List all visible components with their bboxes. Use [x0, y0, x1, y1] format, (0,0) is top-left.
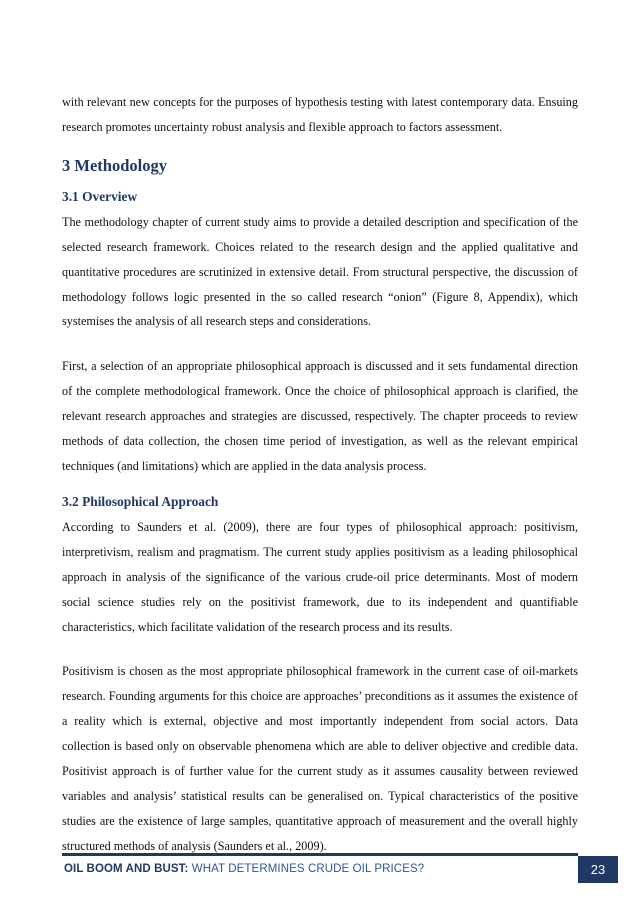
subsection-heading-philosophical-approach: 3.2 Philosophical Approach [62, 493, 219, 509]
overview-paragraph-2: First, a selection of an appropriate philosophical approach is discussed and it sets fundamental direction of the complete methodological framework. Once the choice of philosophical approach is clarified, the relevant research approaches and strategies are discussed, respectively. The chapter proceeds to review methods of data collection, the chosen time period of investigation, as well as the relevant empirical techniques (and limitations) which are applied in the data analysis process. [62, 359, 578, 473]
philosophical-paragraph-2: Positivism is chosen as the most appropriate philosophical framework in the current case of oil-markets research. Founding arguments for this choice are approaches’ preconditions as it assumes the existence of a reality which is external, objective and most importantly independent from social actors. Data collection is based only on observable phenomena which are able to deliver objective and credible data. Positivist approach is of further value for the current study as it assumes causality between reviewed variables and analysis’ statistical results can be generalised on. Typical characteristics of the positive studies are the existence of large samples, quantitative approach of measurement and the overall highly structured methods of analysis (Saunders et al., 2009). [62, 664, 578, 853]
overview-paragraph-1: The methodology chapter of current study aims to provide a detailed description and specification of the selected research framework. Choices related to the research design and the applied qualitative and quantitative procedures are scrutinized in extensive detail. From structural perspective, the discussion of methodology follows logic presented in the so called research “onion” (Figure 8, Appendix), which systemises the analysis of all research steps and considerations. [62, 214, 578, 329]
footer-rule [62, 853, 578, 856]
subsection-heading-overview: 3.1 Overview [62, 188, 138, 204]
intro-paragraph: with relevant new concepts for the purposes of hypothesis testing with latest contemporary data. Ensuing research promotes uncertainty robust analysis and flexible approach to factors assessment. [62, 95, 578, 134]
footer-title-rest: WHAT DETERMINES CRUDE OIL PRICES? [188, 863, 425, 875]
footer-title [64, 863, 424, 875]
section-heading-methodology: 3 Methodology [62, 155, 167, 175]
footer-title-bold: OIL BOOM AND BUST: [64, 863, 189, 875]
philosophical-paragraph-1: According to Saunders et al. (2009), there are four types of philosophical approach: positivism, interpretivism, realism and pragmatism. The current study applies positivism as a leading philosophical approach in analysis of the significance of the various crude-oil price determinants. Most of modern social science studies rely on the positivist framework, due to its independent and quantifiable characteristics, which facilitate validation of the research process and its results. [62, 519, 578, 634]
page-content [62, 90, 578, 859]
page-number-badge [578, 856, 618, 883]
page-number: 23 [590, 862, 606, 877]
